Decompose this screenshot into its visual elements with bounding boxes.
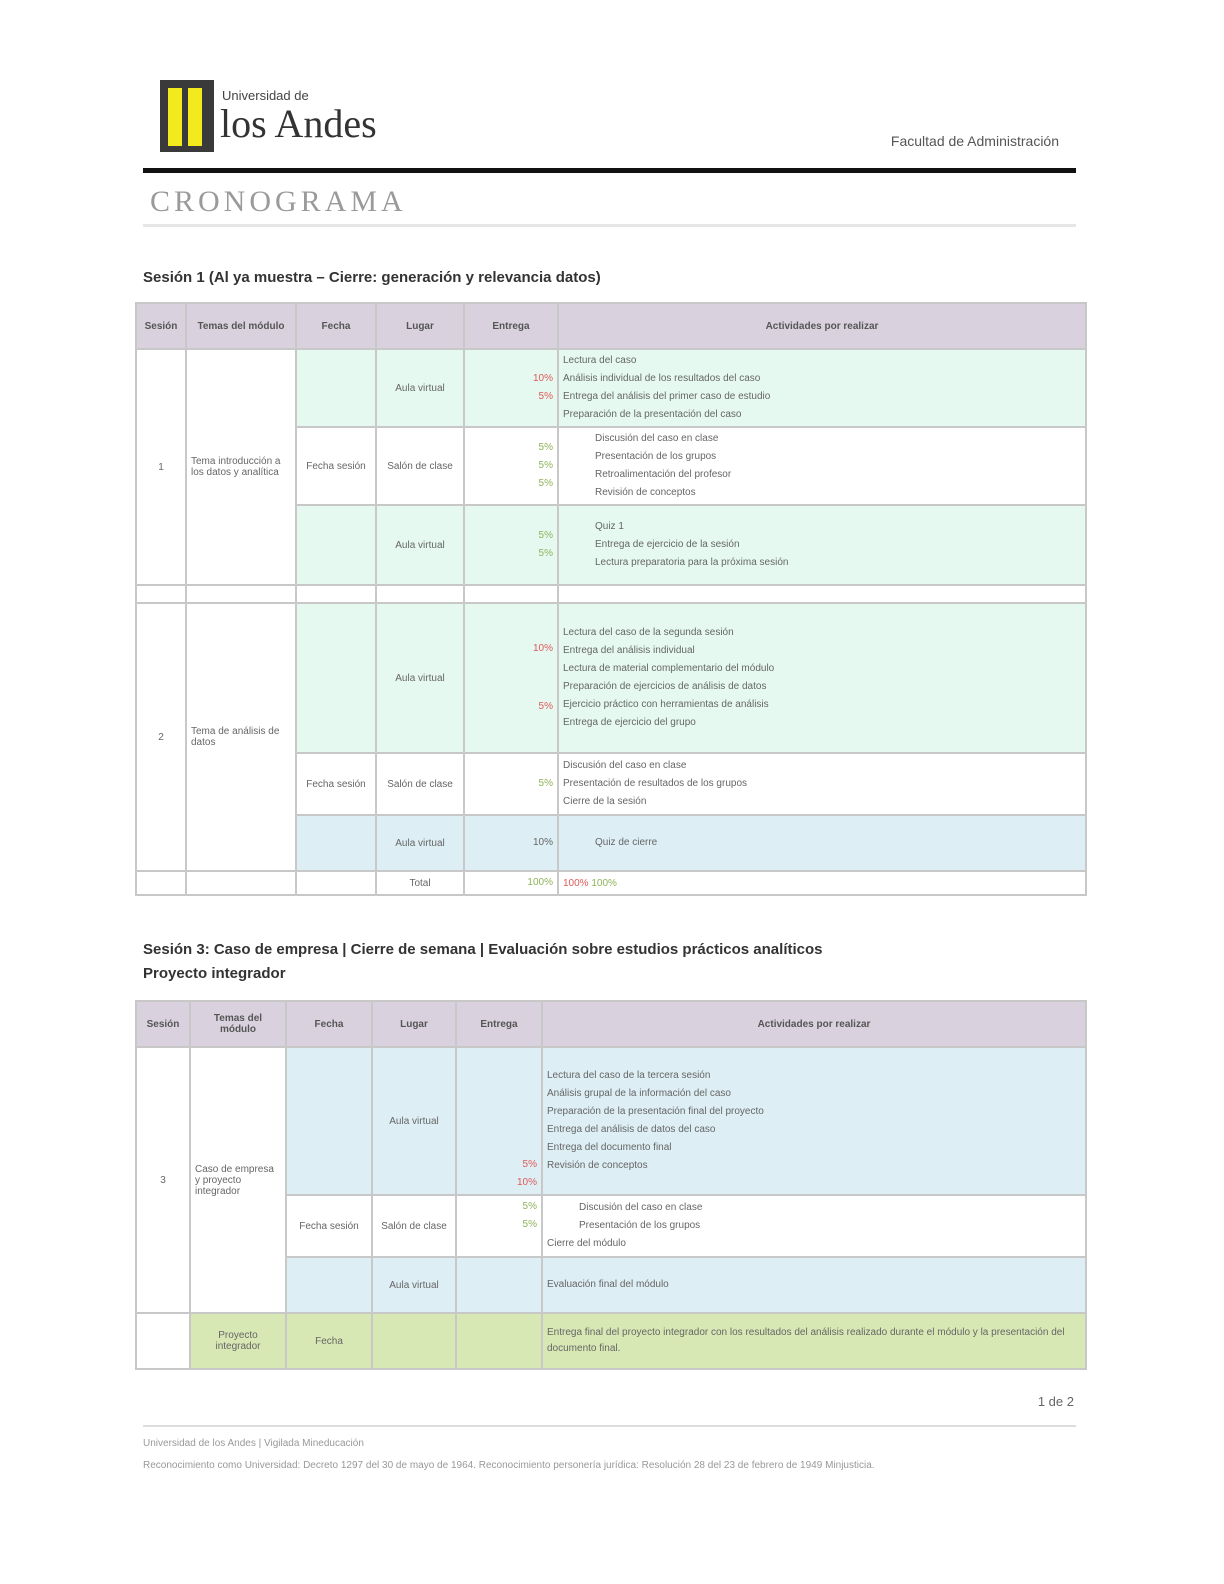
session-topic: Tema de análisis de datos <box>186 603 296 871</box>
weight-value: 5% <box>538 548 553 559</box>
session-weights <box>456 1047 542 1195</box>
weight-value: 10% <box>532 643 553 654</box>
table-row <box>136 603 1086 753</box>
session-weights <box>464 603 558 753</box>
col-header: Sesión <box>136 303 186 349</box>
list-item: Análisis grupal de la información del caso <box>547 1088 731 1099</box>
section2-title-line: Proyecto integrador <box>143 965 286 982</box>
section2-title <box>143 938 1073 986</box>
session-activities <box>558 349 1086 427</box>
final-project-note: Entrega final del proyecto integrador con los resultados del análisis realizado durante el módulo y la presentación del documento final. <box>542 1313 1086 1369</box>
session-activities <box>558 753 1086 815</box>
table-row <box>136 1047 1086 1195</box>
list-item: Revisión de conceptos <box>595 487 696 498</box>
session-date <box>296 815 376 871</box>
final-project-topic: Proyecto integrador <box>190 1313 286 1369</box>
session-date <box>296 603 376 753</box>
session-date <box>286 1257 372 1313</box>
list-item: Preparación de la presentación final del proyecto <box>547 1106 764 1117</box>
section2-header-row <box>136 1001 1086 1047</box>
list-item: Quiz 1 <box>595 521 624 532</box>
session-number: 1 <box>136 349 186 585</box>
list-item: Entrega de ejercicio de la sesión <box>595 539 740 550</box>
weight-value: 5% <box>522 1219 537 1230</box>
list-item: Lectura del caso de la segunda sesión <box>563 627 734 638</box>
session-date: Fecha sesión <box>296 753 376 815</box>
section1-header-row <box>136 303 1086 349</box>
total-activities <box>558 871 1086 895</box>
session-place: Aula virtual <box>376 505 464 585</box>
header-rule <box>143 168 1076 173</box>
weight-value: 5% <box>538 391 553 402</box>
list-item: Lectura preparatoria para la próxima sesión <box>595 557 789 568</box>
list-item: Discusión del caso en clase <box>595 433 719 444</box>
col-header: Entrega <box>464 303 558 349</box>
section1-table <box>135 302 1087 896</box>
list-item: Quiz de cierre <box>595 837 658 848</box>
col-header: Fecha <box>296 303 376 349</box>
session-weights <box>464 815 558 871</box>
session-weights <box>464 427 558 505</box>
col-header: Sesión <box>136 1001 190 1047</box>
weight-value: 100% <box>527 877 553 888</box>
session-weights <box>456 1195 542 1257</box>
col-header: Fecha <box>286 1001 372 1047</box>
list-item: Evaluación final del módulo <box>547 1279 669 1290</box>
section1-title: Sesión 1 (Al ya muestra – Cierre: generación y relevancia datos) <box>143 269 601 286</box>
session-activities <box>542 1257 1086 1313</box>
col-header: Lugar <box>376 303 464 349</box>
list-item: Presentación de los grupos <box>595 451 717 462</box>
list-item: Discusión del caso en clase <box>579 1202 703 1213</box>
list-item: Lectura del caso <box>563 355 637 366</box>
session-place: Salón de clase <box>372 1195 456 1257</box>
spacer-row <box>136 585 1086 603</box>
col-header: Temas del módulo <box>186 303 296 349</box>
faculty-name: Facultad de Administración <box>890 133 1059 149</box>
page-number: 1 de 2 <box>1037 1394 1074 1409</box>
col-header: Temas del módulo <box>190 1001 286 1047</box>
list-item: Preparación de ejercicios de análisis de datos <box>563 681 767 692</box>
section2-table <box>135 1000 1087 1370</box>
session-activities <box>558 603 1086 753</box>
list-item: Discusión del caso en clase <box>563 760 687 771</box>
col-header: Actividades por realizar <box>558 303 1086 349</box>
session-weights <box>464 753 558 815</box>
weight-value: 5% <box>538 478 553 489</box>
weight-value: 5% <box>538 701 553 712</box>
list-item: Presentación de los grupos <box>579 1220 701 1231</box>
session-place: Aula virtual <box>376 815 464 871</box>
list-item: Cierre de la sesión <box>563 796 647 807</box>
university-logo <box>160 80 375 152</box>
session-activities <box>558 815 1086 871</box>
final-project-row <box>136 1313 1086 1369</box>
weight-value: 5% <box>538 530 553 541</box>
weight-value: 5% <box>522 1201 537 1212</box>
session-number: 3 <box>136 1047 190 1313</box>
weight-value: 10% <box>532 837 553 848</box>
list-item: Entrega del análisis de datos del caso <box>547 1124 716 1135</box>
list-item: Entrega del análisis del primer caso de estudio <box>563 391 771 402</box>
list-item: Lectura del caso de la tercera sesión <box>547 1070 711 1081</box>
footer-rule <box>143 1425 1076 1427</box>
total-row <box>136 871 1086 895</box>
session-activities <box>558 505 1086 585</box>
total-value: 100% <box>563 877 589 889</box>
session-place: Aula virtual <box>376 349 464 427</box>
section2-title-line: Sesión 3: Caso de empresa | Cierre de semana | Evaluación sobre estudios prácticos analíticos <box>143 941 823 958</box>
col-header: Actividades por realizar <box>542 1001 1086 1047</box>
title-rule <box>143 224 1076 227</box>
session-activities <box>542 1195 1086 1257</box>
weight-value: 5% <box>522 1159 537 1170</box>
document-title: CRONOGRAMA <box>150 185 407 218</box>
session-number: 2 <box>136 603 186 871</box>
weight-value: 5% <box>538 778 553 789</box>
session-weights <box>464 349 558 427</box>
session-topic: Tema introducción a los datos y analítica <box>186 349 296 585</box>
total-weight <box>464 871 558 895</box>
list-item: Preparación de la presentación del caso <box>563 409 742 420</box>
session-place: Salón de clase <box>376 427 464 505</box>
list-item: Presentación de resultados de los grupos <box>563 778 748 789</box>
col-header: Lugar <box>372 1001 456 1047</box>
footer-line: Reconocimiento como Universidad: Decreto 1297 del 30 de mayo de 1964. Reconocimiento personería jurídica: Resolución 28 del 23 de febrero de 1949 Minjusticia. <box>143 1460 875 1471</box>
logo-mark-icon <box>160 80 214 152</box>
list-item: Análisis individual de los resultados del caso <box>563 373 761 384</box>
weight-value: 10% <box>516 1177 537 1188</box>
session-weights <box>464 505 558 585</box>
list-item: Retroalimentación del profesor <box>595 469 732 480</box>
list-item: Entrega del documento final <box>547 1142 672 1153</box>
weight-value: 5% <box>538 460 553 471</box>
logo-top-text: Universidad de <box>222 88 309 103</box>
list-item: Revisión de conceptos <box>547 1160 648 1171</box>
table-row <box>136 349 1086 427</box>
session-place: Salón de clase <box>376 753 464 815</box>
list-item: Lectura de material complementario del módulo <box>563 663 775 674</box>
total-value: 100% <box>591 877 617 889</box>
session-date <box>296 505 376 585</box>
session-date <box>286 1047 372 1195</box>
weight-value: 10% <box>532 373 553 384</box>
list-item: Entrega de ejercicio del grupo <box>563 717 696 728</box>
session-date <box>296 349 376 427</box>
session-place: Aula virtual <box>372 1257 456 1313</box>
list-item: Cierre del módulo <box>547 1238 626 1249</box>
final-project-date: Fecha <box>286 1313 372 1369</box>
session-date: Fecha sesión <box>286 1195 372 1257</box>
session-place: Aula virtual <box>376 603 464 753</box>
session-date: Fecha sesión <box>296 427 376 505</box>
list-item: Entrega del análisis individual <box>563 645 695 656</box>
session-activities <box>558 427 1086 505</box>
footer-line: Universidad de los Andes | Vigilada Mineducación <box>143 1438 364 1449</box>
session-place: Aula virtual <box>372 1047 456 1195</box>
col-header: Entrega <box>456 1001 542 1047</box>
session-activities <box>542 1047 1086 1195</box>
weight-value: 5% <box>538 442 553 453</box>
session-topic: Caso de empresa y proyecto integrador <box>190 1047 286 1313</box>
session-weights <box>456 1257 542 1313</box>
total-label: Total <box>376 871 464 895</box>
logo-main-text: los Andes <box>220 101 377 146</box>
list-item: Ejercicio práctico con herramientas de análisis <box>563 699 769 710</box>
